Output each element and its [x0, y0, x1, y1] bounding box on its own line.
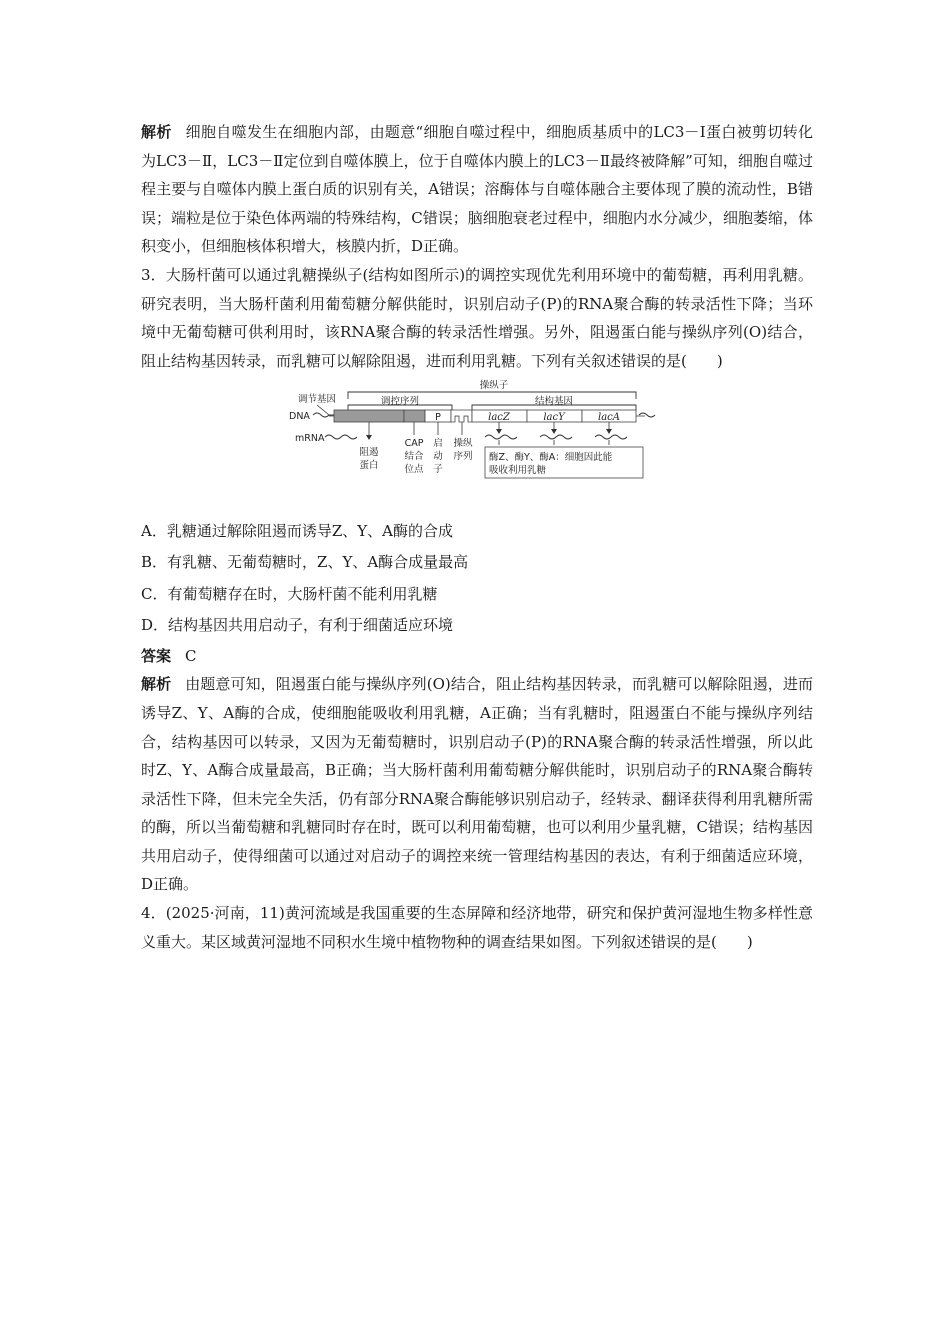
- analysis-block-q2: [141, 118, 813, 261]
- option-b: B．有乳糖、无葡萄糖时，Z、Y、A酶合成量最高: [141, 553, 469, 572]
- promoter-label-2: 动: [433, 451, 443, 463]
- option-c: C．有葡萄糖存在时，大肠杆菌不能利用乳糖: [141, 584, 438, 603]
- control-seq-label: 调控序列: [380, 396, 420, 408]
- repressor-label-1: 阻遏: [359, 447, 379, 459]
- question-3-stem: 3．大肠杆菌可以通过乳糖操纵子(结构如图所示)的调控实现优先利用环境中的葡萄糖，再利用乳糖。研究表明，当大肠杆菌利用葡萄糖分解供能时，识别启动子(P)的RNA聚合酶的转录活性下降；当环境中无葡萄糖可供利用时，该RNA聚合酶的转录活性增强。另外，阻遏蛋白能与操纵序列(O)结合，阻止结构基因转录，而乳糖可以解除阻遏，进而利用乳糖。下列有关叙述错误的是( ): [141, 265, 813, 370]
- analysis-block-q3: [141, 670, 813, 899]
- cap-site-box: [404, 410, 425, 422]
- promoter-box-label: P: [435, 412, 441, 424]
- regulator-gene-box: [334, 410, 404, 422]
- lac-operon-figure: [141, 377, 813, 511]
- structural-genes-label: 结构基因: [534, 396, 574, 408]
- lacy-arrowhead: [551, 429, 557, 434]
- lac-operon-diagram: [289, 377, 659, 511]
- answer-line: [141, 642, 813, 671]
- option-d: D．结构基因共用启动子，有利于细菌适应环境: [141, 615, 454, 634]
- lacz-arrowhead: [496, 429, 502, 434]
- operon-label: 操纵子: [479, 380, 509, 392]
- operator-box: [451, 410, 472, 422]
- analysis-label-q3: 解析: [141, 675, 172, 694]
- lacy-mrna: [540, 435, 572, 439]
- laca-label: lacA: [598, 412, 620, 424]
- lacy-label: lacY: [543, 412, 565, 424]
- mrna-label: mRNA: [295, 433, 325, 445]
- analysis-text: 细胞自噬发生在细胞内部，由题意“细胞自噬过程中，细胞质基质中的LC3－Ⅰ蛋白被剪切转化为LC3－Ⅱ，LC3－Ⅱ定位到自噬体膜上，位于自噬体内膜上的LC3－Ⅱ最终被降解”可知，细胞自噬过程主要与自噬体内膜上蛋白质的识别有关，A错误；溶酶体与自噬体融合主要体现了膜的流动性，B错误；端粒是位于染色体两端的特殊结构，C错误；脑细胞衰老过程中，细胞内水分减少，细胞萎缩，体积变小，但细胞核体积增大，核膜内折，D正确。: [141, 123, 813, 256]
- regulator-mrna: [325, 435, 357, 439]
- promoter-label-1: 启: [433, 438, 443, 450]
- cap-label-1: CAP: [404, 438, 424, 450]
- enzymes-note-line-1: 酶Z、酶Y、酶A：细胞因此能: [489, 452, 613, 464]
- enzymes-note-line-2: 吸收利用乳糖: [489, 465, 547, 477]
- question-4-stem: 4．(2025·河南，11)黄河流域是我国重要的生态屏障和经济地带，研究和保护黄河湿地生物多样性意义重大。某区域黄河湿地不同积水生境中植物物种的调查结果如图。下列叙述错误的是( ): [141, 904, 813, 951]
- cap-label-3: 位点: [404, 464, 424, 476]
- operator-label-1: 操纵: [453, 438, 473, 450]
- cap-label-2: 结合: [404, 451, 424, 463]
- dna-label: DNA: [289, 411, 310, 423]
- regulator-gene-label: 调节基因: [297, 394, 337, 406]
- regulator-arrowhead: [366, 435, 372, 440]
- analysis-label: 解析: [141, 123, 172, 141]
- lacz-label: lacZ: [488, 412, 510, 424]
- option-a: A．乳糖通过解除阻遏而诱导Z、Y、A酶的合成: [141, 522, 453, 541]
- analysis-text-q3: 由题意可知，阻遏蛋白能与操纵序列(O)结合，阻止结构基因转录，而乳糖可以解除阻遏，进而诱导Z、Y、A酶的合成，使细胞能吸收利用乳糖，A正确；当有乳糖时，阻遏蛋白不能与操纵序列结合，结构基因可以转录，又因为无葡萄糖时，识别启动子(P)的RNA聚合酶的转录活性增强，所以此时Z、Y、A酶合成量最高，B正确；当大肠杆菌利用葡萄糖分解供能时，识别启动子的RNA聚合酶转录活性下降，但未完全失活，仍有部分RNA聚合酶能够识别启动子，经转录、翻译获得利用乳糖所需的酶，所以当葡萄糖和乳糖同时存在时，既可以利用葡萄糖，也可以利用少量乳糖，C错误；结构基因共用启动子，使得细菌可以通过对启动子的调控来统一管理结构基因的表达，有利于细菌适应环境，D正确。: [141, 675, 813, 894]
- answer-label: 答案: [141, 646, 172, 665]
- promoter-label-3: 子: [433, 464, 443, 476]
- repressor-label-2: 蛋白: [359, 460, 379, 472]
- page-content: [141, 118, 813, 956]
- answer-value: C: [185, 646, 197, 665]
- laca-arrowhead: [606, 429, 612, 434]
- operator-label-2: 序列: [453, 451, 473, 463]
- lacz-mrna: [485, 435, 517, 439]
- laca-mrna: [595, 435, 627, 439]
